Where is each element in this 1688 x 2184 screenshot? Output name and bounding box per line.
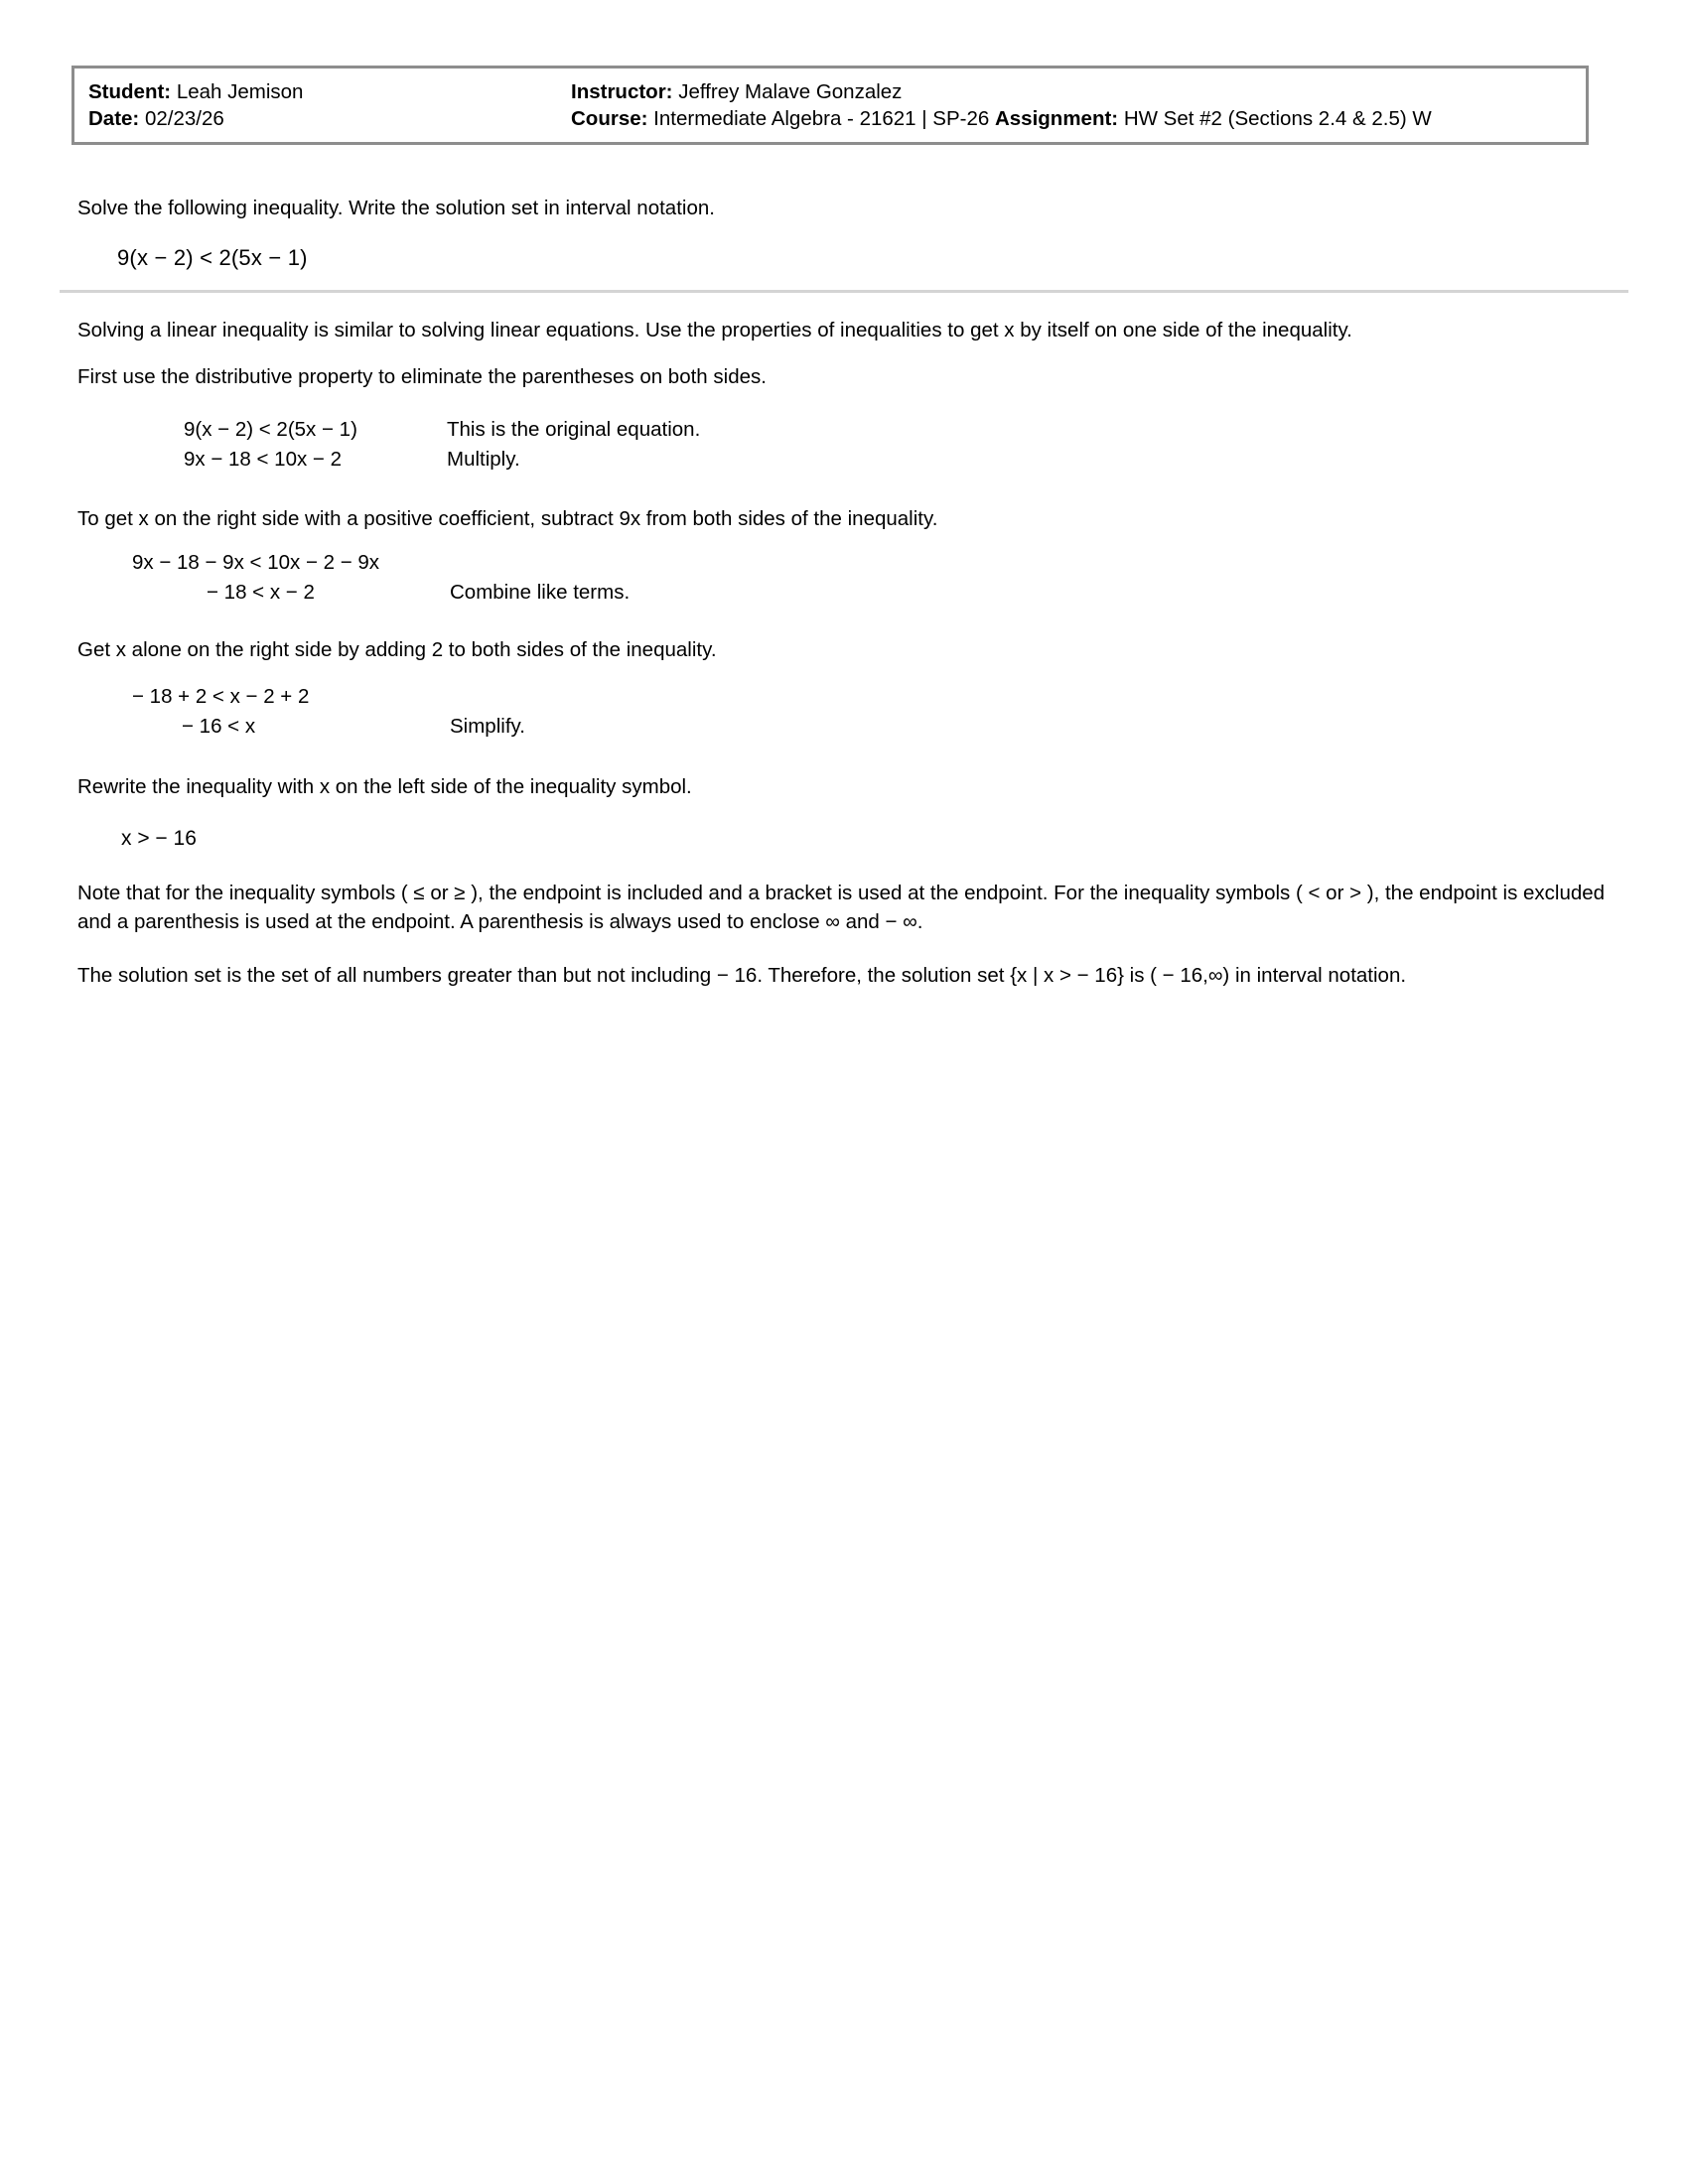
step1-row-1-note: This is the original equation. (447, 418, 701, 441)
step2-work (132, 548, 630, 608)
assignment-name: HW Set #2 (Sections 2.4 & 2.5) (1123, 107, 1407, 130)
step3-row-2 (132, 712, 525, 742)
student-name: Leah Jemison (176, 80, 304, 103)
step1-row-2 (184, 445, 700, 475)
step3-text: Get x alone on the right side by adding 2 to both sides of the inequality. (77, 638, 717, 661)
section-divider (60, 290, 1628, 293)
step1-work (184, 415, 700, 475)
step1-text: First use the distributive property to eliminate the parentheses on both sides. (77, 365, 767, 388)
instructor-row (571, 78, 1576, 105)
instructor-name: Jeffrey Malave Gonzalez (678, 80, 903, 103)
step2-text: To get x on the right side with a positive coefficient, subtract 9x from both sides of the inequality. (77, 507, 938, 530)
student-info-header (71, 66, 1589, 145)
instructor-label: Instructor: (571, 80, 673, 103)
course-assignment-row (571, 105, 1576, 132)
step1-row-2-equation: 9x − 18 < 10x − 2 (184, 448, 342, 471)
step4-text: Rewrite the inequality with x on the left side of the inequality symbol. (77, 775, 692, 798)
assignment-label: Assignment: (994, 107, 1119, 130)
date-value: 02/23/26 (144, 107, 224, 130)
step1-row-1-equation: 9(x − 2) < 2(5x − 1) (184, 418, 357, 441)
step1-row-1 (184, 415, 700, 445)
step3-work (132, 682, 525, 742)
step3-row-1-equation: − 18 + 2 < x − 2 + 2 (132, 685, 310, 708)
course-label: Course: (571, 107, 648, 130)
step2-row-1 (132, 548, 630, 578)
date-label: Date: (88, 107, 140, 130)
step2-row-2-note: Combine like terms. (450, 581, 631, 604)
step1-row-2-note: Multiply. (447, 448, 520, 471)
assignment-overflow: W (1412, 107, 1432, 130)
step3-row-1 (132, 682, 525, 712)
step2-row-2 (132, 578, 630, 608)
course-name: Intermediate Algebra - 21621 | SP-26 (653, 107, 990, 130)
step3-row-2-equation: − 16 < x (182, 715, 256, 738)
student-row (88, 78, 571, 105)
problem-equation: 9(x − 2) < 2(5x − 1) (117, 245, 308, 270)
step4-equation: x > − 16 (121, 827, 197, 850)
student-label: Student: (88, 80, 172, 103)
date-row (88, 105, 571, 132)
interval-notation-note: Note that for the inequality symbols ( ≤ or ≥ ), the endpoint is included and a bracket is used at the endpoint. For the inequality symbols ( < or > ), the endpoint is excluded and a parenthesis is used at the endpoint. A parenthesis is always used to enclose ∞ and − ∞. (77, 882, 1606, 933)
problem-instruction: Solve the following inequality. Write the solution set in interval notation. (77, 197, 715, 219)
solution-conclusion: The solution set is the set of all numbers greater than but not including − 16. Therefore, the solution set {x | x > − 16} is ( − 16,∞) in interval notation. (77, 964, 1407, 987)
solution-intro: Solving a linear inequality is similar to solving linear equations. Use the properties of inequalities to get x by itself on one side of the inequality. (77, 319, 1352, 341)
header-right-column (571, 78, 1586, 132)
step2-row-1-equation: 9x − 18 − 9x < 10x − 2 − 9x (132, 551, 380, 574)
step2-row-2-equation: − 18 < x − 2 (207, 581, 315, 604)
header-left-column (74, 78, 571, 132)
step3-row-2-note: Simplify. (450, 715, 525, 738)
